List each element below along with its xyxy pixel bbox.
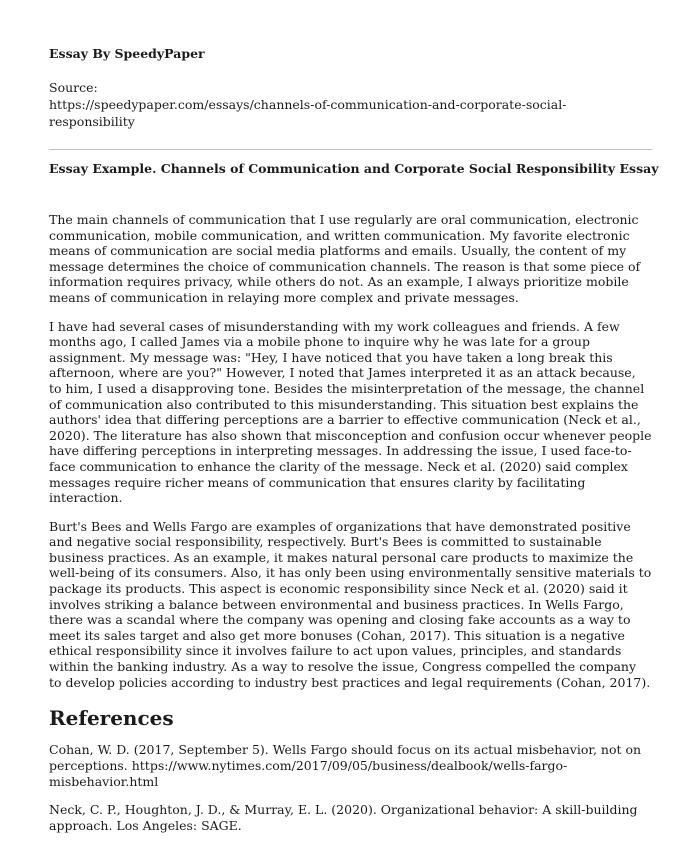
essay-paragraph: The main channels of communication that I use regularly are oral communication, electronic communication, mobile communication, and written communication. My favorite electronic means of communication are social media platforms and emails. Usually, the content of my message determines the choice of communication channels. The reason is that some piece of information requires privacy, while others do not. As an example, I always prioritize mobile means of communication in relaying more complex and private messages. <box>49 212 641 305</box>
references-list <box>49 742 652 834</box>
source-label: Source: <box>49 80 98 95</box>
essay-paragraph: I have had several cases of misunderstanding with my work colleagues and friends. A few months ago, I called James via a mobile phone to inquire why he was late for a group assignment. My message was: "Hey, I have noticed that you have taken a long break this afternoon, where are you?" However, I noted that James interpreted it as an attack because, to him, I used a disapproving tone. Besides the misinterpretation of the message, the channel of communication also contributed to this misunderstanding. This situation best explains the authors' idea that differing perceptions are a barrier to effective communication (Neck et al., 2020). The literature has also shown that misconception and confusion occur whenever people have differing perceptions in interpreting messages. In addressing the issue, I used face-to-face communication to enhance the clarity of the message. Neck et al. (2020) said complex messages require richer means of communication that ensures clarity by facilitating interaction. <box>49 318 652 506</box>
divider <box>49 149 652 150</box>
essay-body <box>49 212 652 690</box>
essay-title: Essay Example. Channels of Communication and Corporate Social Responsibility Essay <box>49 161 659 176</box>
essay-paragraph: Burt's Bees and Wells Fargo are examples of organizations that have demonstrated positive and negative social responsibility, respectively. Burt's Bees is committed to sustainable business practices. As an example, it makes natural personal care products to maximize the well-being of its consumers. Also, it has only been using environmentally sensitive materials to package its products. This aspect is economic responsibility since Neck et al. (2020) said it involves striking a balance between environmental and business practices. In Wells Fargo, there was a scandal where the company was opening and closing fake accounts as a way to meet its sales target and also get more bonuses (Cohan, 2017). This situation is a negative ethical responsibility since it involves failure to act upon values, principles, and standards within the banking industry. As a way to resolve the issue, Congress compelled the company to develop policies according to industry best practices and legal requirements (Cohan, 2017). <box>49 518 652 690</box>
references-heading: References <box>49 706 174 731</box>
document-header-title: Essay By SpeedyPaper <box>49 46 205 61</box>
reference-item: Neck, C. P., Houghton, J. D., & Murray, E. L. (2020). Organizational behavior: A skill-building approach. Los Angeles: SAGE. <box>49 802 638 834</box>
reference-item: Cohan, W. D. (2017, September 5). Wells Fargo should focus on its actual misbehavior, not on perceptions. https://www.nytimes.com/2017/09/05/business/dealbook/wells-fargo-misbehavior.html <box>49 742 642 790</box>
source-block <box>49 79 652 130</box>
source-url: https://speedypaper.com/essays/channels-of-communication-and-corporate-social-responsibility <box>49 97 567 129</box>
